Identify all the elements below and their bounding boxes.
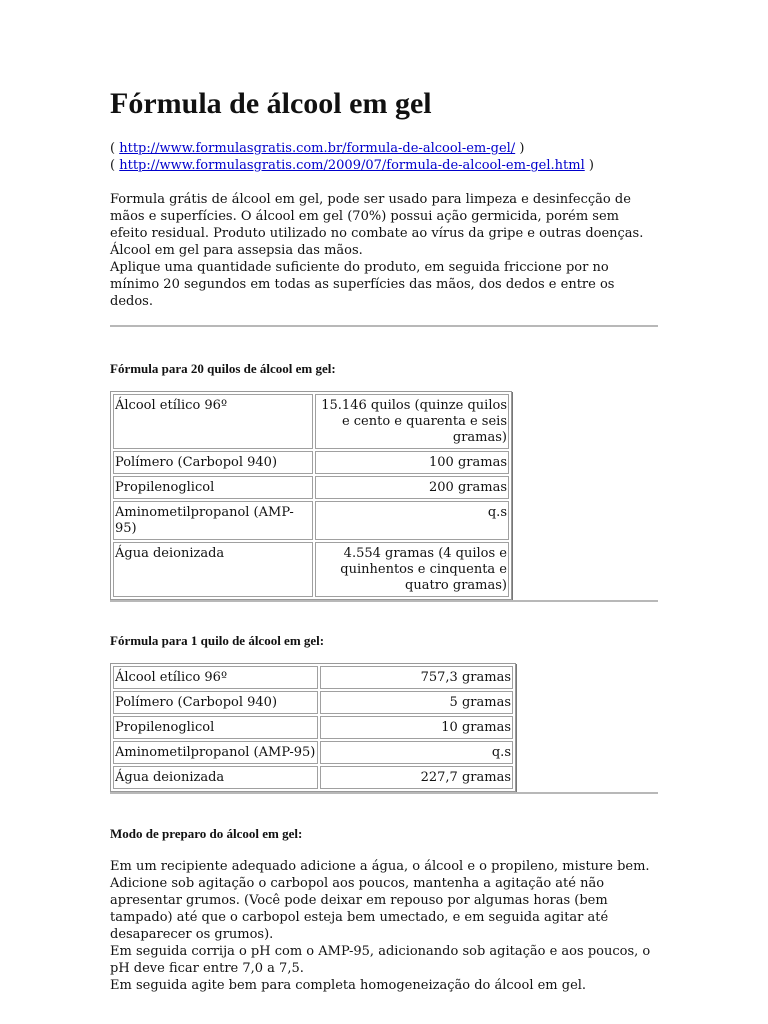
quantity-cell: 5 gramas bbox=[320, 691, 513, 714]
quantity-cell: 227,7 gramas bbox=[320, 766, 513, 789]
source-links bbox=[110, 140, 658, 174]
table-row bbox=[113, 476, 509, 499]
preparation-step-3: Em seguida corrija o pH com o AMP-95, adicionando sob agitação e aos poucos, o pH deve ficar entre 7,0 a 7,5. bbox=[110, 944, 651, 976]
table-row bbox=[113, 451, 509, 474]
divider-2 bbox=[110, 600, 658, 602]
divider-3 bbox=[110, 792, 658, 794]
ingredient-cell: Propilenoglicol bbox=[113, 716, 318, 739]
table-row bbox=[113, 716, 513, 739]
source-line-2: ( http://www.formulasgratis.com/2009/07/formula-de-alcool-em-gel.html ) bbox=[110, 158, 594, 173]
quantity-cell: 10 gramas bbox=[320, 716, 513, 739]
preparation-step-2: Adicione sob agitação o carbopol aos poucos, mantenha a agitação até não apresentar grumos. (Você pode deixar em repouso por algumas horas (bem tampado) até que o carbopol esteja bem umectado, e em seguida agitar até desaparecer os grumos). bbox=[110, 876, 609, 942]
quantity-cell: 200 gramas bbox=[315, 476, 509, 499]
source-link-1[interactable]: http://www.formulasgratis.com.br/formula-de-alcool-em-gel/ bbox=[119, 141, 516, 156]
preparation-text bbox=[110, 858, 658, 994]
ingredient-cell: Polímero (Carbopol 940) bbox=[113, 451, 313, 474]
intro-paragraph-2: Aplique uma quantidade suficiente do produto, em seguida friccione por no mínimo 20 segundos em todas as superfícies das mãos, dos dedos e entre os dedos. bbox=[110, 260, 615, 309]
quantity-cell: q.s bbox=[320, 741, 513, 764]
ingredient-cell: Polímero (Carbopol 940) bbox=[113, 691, 318, 714]
formula-table-1kg bbox=[110, 663, 516, 792]
table-row bbox=[113, 542, 509, 597]
quantity-cell: 100 gramas bbox=[315, 451, 509, 474]
ingredient-cell: Propilenoglicol bbox=[113, 476, 313, 499]
ingredient-cell: Álcool etílico 96º bbox=[113, 666, 318, 689]
table-row bbox=[113, 766, 513, 789]
ingredient-cell: Aminometilpropanol (AMP-95) bbox=[113, 741, 318, 764]
intro-text bbox=[110, 191, 658, 310]
quantity-cell: 15.146 quilos (quinze quilos e cento e quarenta e seis gramas) bbox=[315, 394, 509, 449]
quantity-cell: 757,3 gramas bbox=[320, 666, 513, 689]
table-row bbox=[113, 394, 509, 449]
ingredient-cell: Aminometilpropanol (AMP-95) bbox=[113, 501, 313, 540]
table-row bbox=[113, 501, 509, 540]
intro-paragraph-1: Formula grátis de álcool em gel, pode ser usado para limpeza e desinfecção de mãos e superfícies. O álcool em gel (70%) possui ação germicida, porém sem efeito residual. Produto utilizado no combate ao vírus da gripe e outras doenças. Álcool em gel para assepsia das mãos. bbox=[110, 192, 644, 258]
source-link-2[interactable]: http://www.formulasgratis.com/2009/07/formula-de-alcool-em-gel.html bbox=[119, 158, 585, 173]
preparation-heading: Modo de preparo do álcool em gel: bbox=[110, 826, 303, 841]
quantity-cell: q.s bbox=[315, 501, 509, 540]
document-page bbox=[110, 86, 658, 994]
page-title: Fórmula de álcool em gel bbox=[110, 87, 432, 120]
preparation-step-1: Em um recipiente adequado adicione a água, o álcool e o propileno, misture bem. bbox=[110, 859, 650, 874]
formula-table-20kg bbox=[110, 391, 512, 600]
table-row bbox=[113, 741, 513, 764]
table2-heading: Fórmula para 1 quilo de álcool em gel: bbox=[110, 633, 325, 648]
table-row bbox=[113, 666, 513, 689]
table1-heading: Fórmula para 20 quilos de álcool em gel: bbox=[110, 361, 336, 376]
quantity-cell: 4.554 gramas (4 quilos e quinhentos e cinquenta e quatro gramas) bbox=[315, 542, 509, 597]
ingredient-cell: Álcool etílico 96º bbox=[113, 394, 313, 449]
preparation-step-4: Em seguida agite bem para completa homogeneização do álcool em gel. bbox=[110, 978, 587, 993]
ingredient-cell: Água deionizada bbox=[113, 542, 313, 597]
table-row bbox=[113, 691, 513, 714]
source-line-1: ( http://www.formulasgratis.com.br/formula-de-alcool-em-gel/ ) bbox=[110, 141, 525, 156]
ingredient-cell: Água deionizada bbox=[113, 766, 318, 789]
divider-1 bbox=[110, 325, 658, 327]
